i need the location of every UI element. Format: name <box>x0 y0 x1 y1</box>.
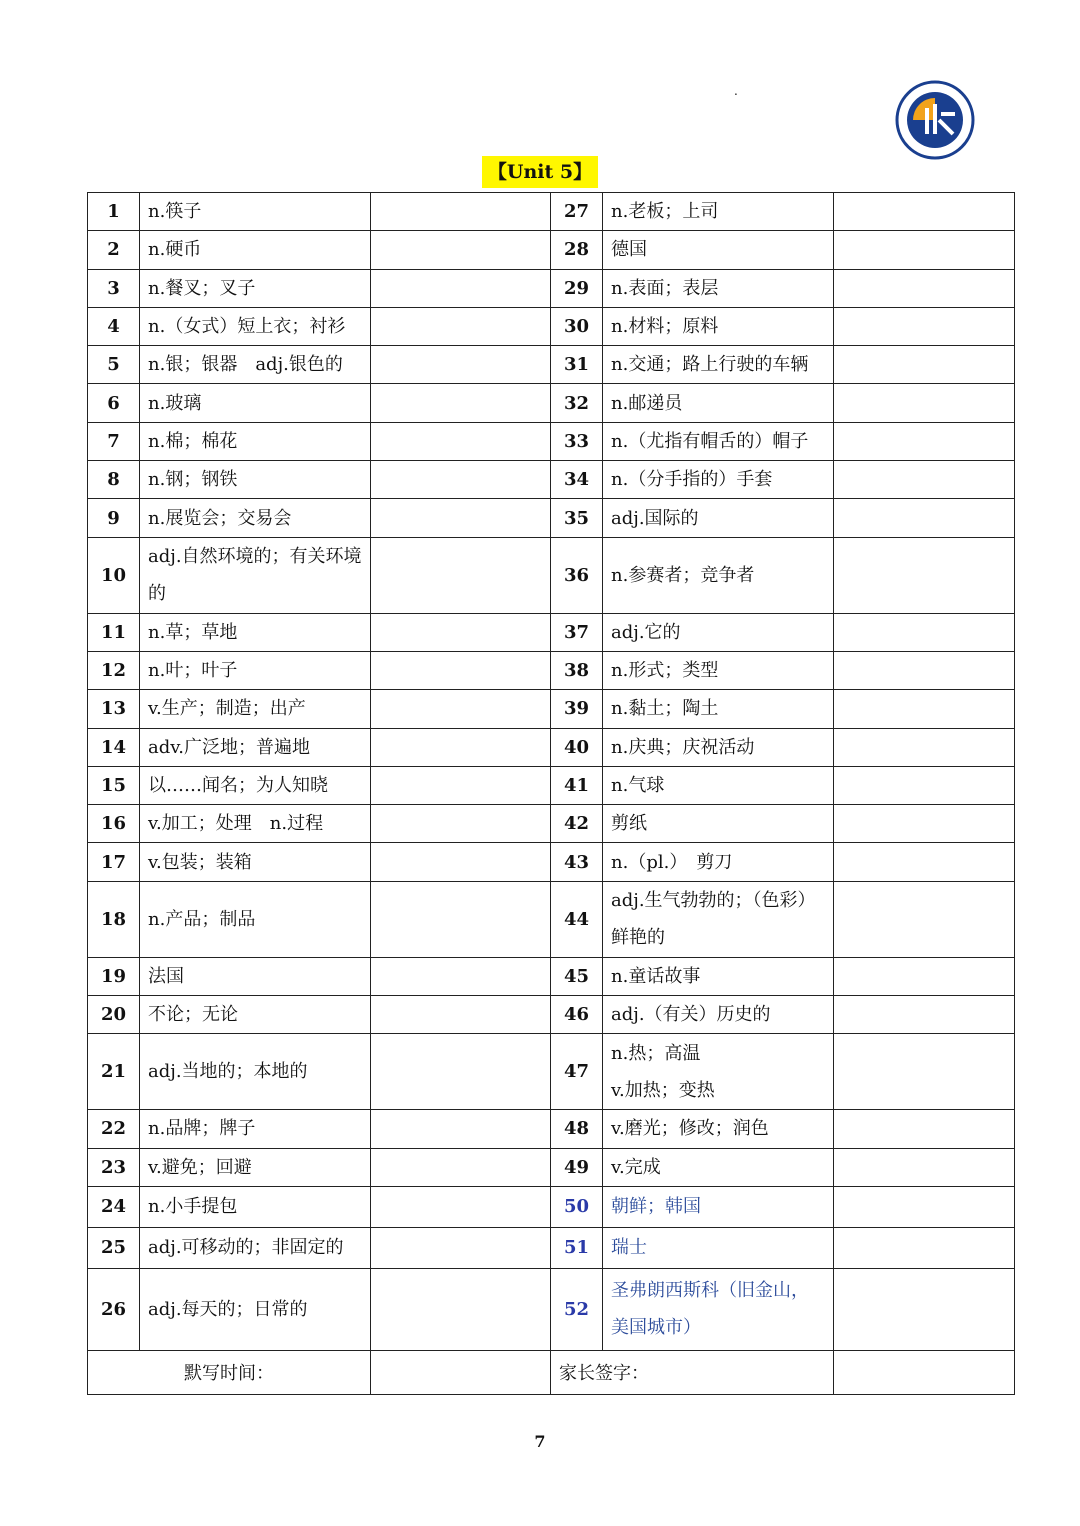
left-item-number: 6 <box>88 384 140 422</box>
right-answer-field[interactable] <box>834 1148 1015 1186</box>
table-row <box>88 231 1015 269</box>
dictation-time-field[interactable] <box>371 1350 551 1394</box>
left-item-number: 11 <box>88 613 140 651</box>
right-item-number: 39 <box>551 690 603 728</box>
parent-signature-label: 家长签字： <box>551 1350 834 1394</box>
left-item-definition: n.棉；棉花 <box>140 422 371 460</box>
right-item-definition: n.老板；上司 <box>603 193 834 231</box>
left-item-definition: adv.广泛地；普遍地 <box>140 728 371 766</box>
left-answer-field[interactable] <box>371 651 551 689</box>
right-item-definition: adj.生气勃勃的；（色彩）鲜艳的 <box>603 881 834 957</box>
left-answer-field[interactable] <box>371 613 551 651</box>
right-item-number: 45 <box>551 957 603 995</box>
table-row <box>88 1034 1015 1110</box>
right-answer-field[interactable] <box>834 1110 1015 1148</box>
right-item-number: 52 <box>551 1268 603 1350</box>
right-item-definition: n.参赛者；竞争者 <box>603 537 834 613</box>
left-item-definition: n.品牌；牌子 <box>140 1110 371 1148</box>
right-answer-field[interactable] <box>834 996 1015 1034</box>
left-answer-field[interactable] <box>371 996 551 1034</box>
unit-title: 【Unit 5】 <box>482 156 598 188</box>
left-item-definition: 以……闻名；为人知晓 <box>140 766 371 804</box>
right-item-number: 27 <box>551 193 603 231</box>
right-item-definition: v.磨光；修改；润色 <box>603 1110 834 1148</box>
left-answer-field[interactable] <box>371 881 551 957</box>
right-item-number: 30 <box>551 307 603 345</box>
table-row <box>88 461 1015 499</box>
right-item-number: 48 <box>551 1110 603 1148</box>
table-row <box>88 1227 1015 1268</box>
left-item-definition: n.展览会；交易会 <box>140 499 371 537</box>
left-answer-field[interactable] <box>371 1110 551 1148</box>
right-item-number: 35 <box>551 499 603 537</box>
left-item-definition: n.银；银器 adj.银色的 <box>140 346 371 384</box>
right-answer-field[interactable] <box>834 1268 1015 1350</box>
table-row <box>88 805 1015 843</box>
left-answer-field[interactable] <box>371 499 551 537</box>
right-item-number: 46 <box>551 996 603 1034</box>
right-item-number: 32 <box>551 384 603 422</box>
right-item-number: 28 <box>551 231 603 269</box>
vocabulary-table-body <box>88 193 1015 1351</box>
right-answer-field[interactable] <box>834 269 1015 307</box>
left-item-number: 19 <box>88 957 140 995</box>
left-item-number: 5 <box>88 346 140 384</box>
left-answer-field[interactable] <box>371 384 551 422</box>
right-answer-field[interactable] <box>834 499 1015 537</box>
table-row <box>88 843 1015 881</box>
right-item-definition: n.热；高温 v.加热；变热 <box>603 1034 834 1110</box>
right-answer-field[interactable] <box>834 1227 1015 1268</box>
left-item-definition: v.避免；回避 <box>140 1148 371 1186</box>
table-row <box>88 307 1015 345</box>
right-item-definition: n.交通；路上行驶的车辆 <box>603 346 834 384</box>
left-item-definition: n.筷子 <box>140 193 371 231</box>
table-row <box>88 728 1015 766</box>
table-row <box>88 690 1015 728</box>
right-item-definition: 德国 <box>603 231 834 269</box>
table-row <box>88 1110 1015 1148</box>
right-item-number: 31 <box>551 346 603 384</box>
left-answer-field[interactable] <box>371 537 551 613</box>
footer-row <box>88 1350 1015 1394</box>
left-item-number: 9 <box>88 499 140 537</box>
left-answer-field[interactable] <box>371 422 551 460</box>
left-item-definition: n.钢；钢铁 <box>140 461 371 499</box>
right-answer-field[interactable] <box>834 422 1015 460</box>
left-item-number: 10 <box>88 537 140 613</box>
right-answer-field[interactable] <box>834 843 1015 881</box>
left-item-definition: adj.当地的；本地的 <box>140 1034 371 1110</box>
right-answer-field[interactable] <box>834 805 1015 843</box>
left-item-number: 22 <box>88 1110 140 1148</box>
left-item-definition: n.玻璃 <box>140 384 371 422</box>
page-number: 7 <box>534 1432 546 1451</box>
left-item-definition: n.产品；制品 <box>140 881 371 957</box>
right-item-definition: n.形式；类型 <box>603 651 834 689</box>
right-item-definition: 朝鲜；韩国 <box>603 1186 834 1227</box>
table-row <box>88 881 1015 957</box>
dictation-time-label: 默写时间： <box>88 1350 371 1394</box>
right-item-definition: adj.（有关）历史的 <box>603 996 834 1034</box>
table-row <box>88 957 1015 995</box>
left-answer-field[interactable] <box>371 346 551 384</box>
left-item-definition: n.（女式）短上衣；衬衫 <box>140 307 371 345</box>
right-answer-field[interactable] <box>834 651 1015 689</box>
left-item-number: 17 <box>88 843 140 881</box>
right-item-definition: n.童话故事 <box>603 957 834 995</box>
table-row <box>88 766 1015 804</box>
right-answer-field[interactable] <box>834 1186 1015 1227</box>
left-answer-field[interactable] <box>371 690 551 728</box>
table-row <box>88 499 1015 537</box>
school-logo-icon <box>895 80 975 160</box>
left-item-definition: 不论；无论 <box>140 996 371 1034</box>
right-item-number: 47 <box>551 1034 603 1110</box>
left-item-definition: n.硬币 <box>140 231 371 269</box>
left-answer-field[interactable] <box>371 193 551 231</box>
table-row <box>88 613 1015 651</box>
left-item-number: 16 <box>88 805 140 843</box>
right-item-definition: adj.国际的 <box>603 499 834 537</box>
left-answer-field[interactable] <box>371 1227 551 1268</box>
table-row <box>88 346 1015 384</box>
left-answer-field[interactable] <box>371 957 551 995</box>
right-item-definition: n.表面；表层 <box>603 269 834 307</box>
table-row <box>88 996 1015 1034</box>
right-item-number: 43 <box>551 843 603 881</box>
table-row <box>88 1268 1015 1350</box>
right-item-number: 44 <box>551 881 603 957</box>
table-row <box>88 193 1015 231</box>
table-row <box>88 384 1015 422</box>
left-item-number: 18 <box>88 881 140 957</box>
stray-dot: . <box>734 84 738 98</box>
left-item-definition: 法国 <box>140 957 371 995</box>
left-item-definition: v.生产；制造；出产 <box>140 690 371 728</box>
right-item-number: 37 <box>551 613 603 651</box>
left-item-number: 25 <box>88 1227 140 1268</box>
left-item-number: 7 <box>88 422 140 460</box>
right-answer-field[interactable] <box>834 537 1015 613</box>
right-item-definition: 剪纸 <box>603 805 834 843</box>
left-item-definition: n.餐叉；叉子 <box>140 269 371 307</box>
right-item-number: 34 <box>551 461 603 499</box>
left-answer-field[interactable] <box>371 1148 551 1186</box>
left-answer-field[interactable] <box>371 728 551 766</box>
table-row <box>88 422 1015 460</box>
vocabulary-table <box>87 192 1015 1395</box>
table-row <box>88 537 1015 613</box>
parent-signature-field[interactable] <box>834 1350 1015 1394</box>
right-item-definition: adj.它的 <box>603 613 834 651</box>
left-answer-field[interactable] <box>371 269 551 307</box>
left-item-number: 24 <box>88 1186 140 1227</box>
right-answer-field[interactable] <box>834 461 1015 499</box>
left-item-number: 8 <box>88 461 140 499</box>
left-item-number: 2 <box>88 231 140 269</box>
table-row <box>88 1148 1015 1186</box>
right-answer-field[interactable] <box>834 881 1015 957</box>
right-item-number: 38 <box>551 651 603 689</box>
right-item-definition: v.完成 <box>603 1148 834 1186</box>
right-item-number: 51 <box>551 1227 603 1268</box>
left-answer-field[interactable] <box>371 766 551 804</box>
left-item-number: 26 <box>88 1268 140 1350</box>
left-answer-field[interactable] <box>371 1268 551 1350</box>
left-answer-field[interactable] <box>371 843 551 881</box>
left-item-definition: v.包装；装箱 <box>140 843 371 881</box>
left-item-definition: adj.可移动的；非固定的 <box>140 1227 371 1268</box>
left-item-number: 12 <box>88 651 140 689</box>
right-item-definition: n.（分手指的）手套 <box>603 461 834 499</box>
left-item-definition: n.草；草地 <box>140 613 371 651</box>
right-item-number: 36 <box>551 537 603 613</box>
right-answer-field[interactable] <box>834 957 1015 995</box>
right-item-definition: 圣弗朗西斯科（旧金山，美国城市） <box>603 1268 834 1350</box>
right-item-definition: n.庆典；庆祝活动 <box>603 728 834 766</box>
left-item-definition: v.加工；处理 n.过程 <box>140 805 371 843</box>
right-item-number: 50 <box>551 1186 603 1227</box>
right-item-number: 41 <box>551 766 603 804</box>
right-item-definition: n.（pl.） 剪刀 <box>603 843 834 881</box>
right-answer-field[interactable] <box>834 613 1015 651</box>
right-item-number: 40 <box>551 728 603 766</box>
right-answer-field[interactable] <box>834 690 1015 728</box>
left-item-definition: adj.自然环境的；有关环境的 <box>140 537 371 613</box>
right-item-definition: n.材料；原料 <box>603 307 834 345</box>
right-answer-field[interactable] <box>834 728 1015 766</box>
left-item-definition: adj.每天的；日常的 <box>140 1268 371 1350</box>
right-item-definition: 瑞士 <box>603 1227 834 1268</box>
left-item-number: 13 <box>88 690 140 728</box>
right-answer-field[interactable] <box>834 231 1015 269</box>
left-answer-field[interactable] <box>371 805 551 843</box>
left-item-number: 21 <box>88 1034 140 1110</box>
left-item-number: 23 <box>88 1148 140 1186</box>
right-item-number: 29 <box>551 269 603 307</box>
left-item-number: 20 <box>88 996 140 1034</box>
right-item-definition: n.（尤指有帽舌的）帽子 <box>603 422 834 460</box>
left-answer-field[interactable] <box>371 1186 551 1227</box>
left-item-definition: n.叶；叶子 <box>140 651 371 689</box>
left-answer-field[interactable] <box>371 231 551 269</box>
right-answer-field[interactable] <box>834 766 1015 804</box>
table-row <box>88 269 1015 307</box>
left-answer-field[interactable] <box>371 461 551 499</box>
right-item-number: 49 <box>551 1148 603 1186</box>
right-item-definition: n.气球 <box>603 766 834 804</box>
right-answer-field[interactable] <box>834 1034 1015 1110</box>
right-item-definition: n.邮递员 <box>603 384 834 422</box>
left-item-number: 14 <box>88 728 140 766</box>
right-item-number: 33 <box>551 422 603 460</box>
right-answer-field[interactable] <box>834 193 1015 231</box>
right-answer-field[interactable] <box>834 307 1015 345</box>
left-item-number: 4 <box>88 307 140 345</box>
left-item-number: 1 <box>88 193 140 231</box>
left-answer-field[interactable] <box>371 307 551 345</box>
table-row <box>88 1186 1015 1227</box>
left-item-number: 3 <box>88 269 140 307</box>
left-item-number: 15 <box>88 766 140 804</box>
right-answer-field[interactable] <box>834 346 1015 384</box>
left-answer-field[interactable] <box>371 1034 551 1110</box>
right-answer-field[interactable] <box>834 384 1015 422</box>
table-row <box>88 651 1015 689</box>
right-item-definition: n.黏土；陶土 <box>603 690 834 728</box>
left-item-definition: n.小手提包 <box>140 1186 371 1227</box>
right-item-number: 42 <box>551 805 603 843</box>
